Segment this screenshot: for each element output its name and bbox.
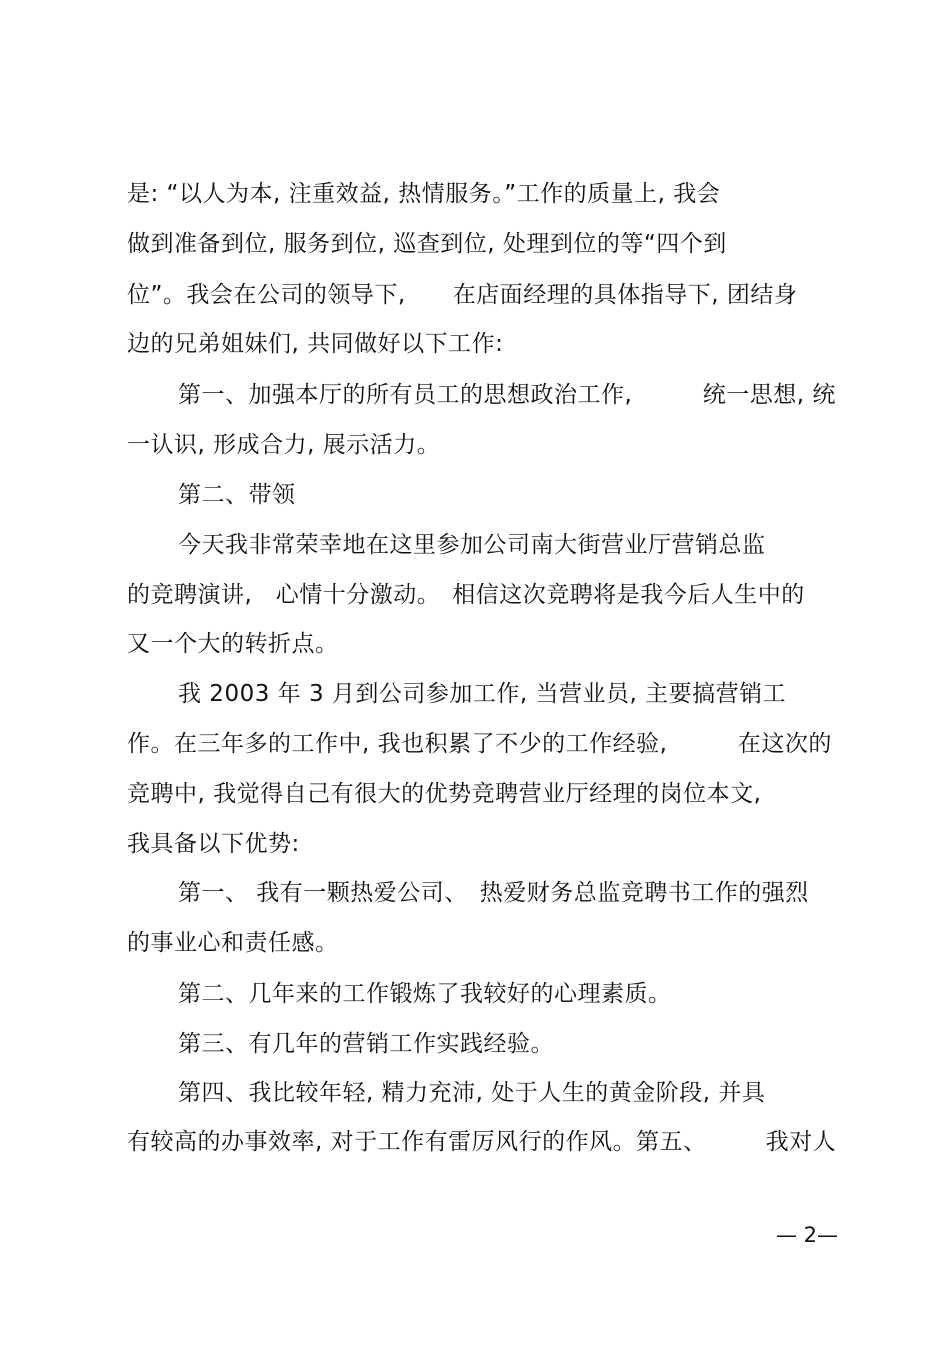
text-line: 第一、 我有一颗热爱公司、 热爱财务总监竞聘书工作的强烈 (178, 880, 809, 906)
page-number: — 2— (776, 1223, 839, 1247)
text-line: 第二、带领 (178, 482, 296, 508)
text-line: 有较高的办事效率, 对于工作有雷厉风行的作风。第五、 我对人 (127, 1129, 837, 1155)
text-line: 第三、有几年的营销工作实践经验。 (178, 1031, 554, 1057)
text-line: 一认识, 形成合力, 展示活力。 (127, 432, 441, 458)
text-line: 是: “以人为本, 注重效益, 热情服务。”工作的质量上, 我会 (127, 181, 721, 207)
text-line: 作。在三年多的工作中, 我也积累了不少的工作经验, 在这次的 (127, 731, 832, 757)
text-line: 第一、加强本厅的所有员工的思想政治工作, 统一思想, 统 (178, 382, 836, 408)
text-line: 做到准备到位, 服务到位, 巡查到位, 处理到位的等“四个到 (127, 231, 727, 257)
text-line: 竞聘中, 我觉得自己有很大的优势竞聘营业厅经理的岗位本文, (127, 781, 762, 807)
text-line: 又一个大的转折点。 (127, 631, 339, 657)
text-line: 第四、我比较年轻, 精力充沛, 处于人生的黄金阶段, 并具 (178, 1080, 766, 1106)
text-line: 边的兄弟姐妹们, 共同做好以下工作: (127, 331, 504, 357)
text-line: 位”。我会在公司的领导下, 在店面经理的具体指导下, 团结身 (127, 282, 798, 308)
text-line: 我具备以下优势: (127, 831, 300, 857)
text-line: 第二、几年来的工作锻炼了我较好的心理素质。 (178, 981, 672, 1007)
text-line: 的事业心和责任感。 (127, 930, 339, 956)
text-line: 今天我非常荣幸地在这里参加公司南大街营业厅营销总监 (178, 532, 766, 558)
text-line: 的竞聘演讲, 心情十分激动。 相信这次竞聘将是我今后人生中的 (127, 582, 805, 608)
text-line: 我 2003 年 3 月到公司参加工作, 当营业员, 主要搞营销工 (178, 681, 787, 707)
